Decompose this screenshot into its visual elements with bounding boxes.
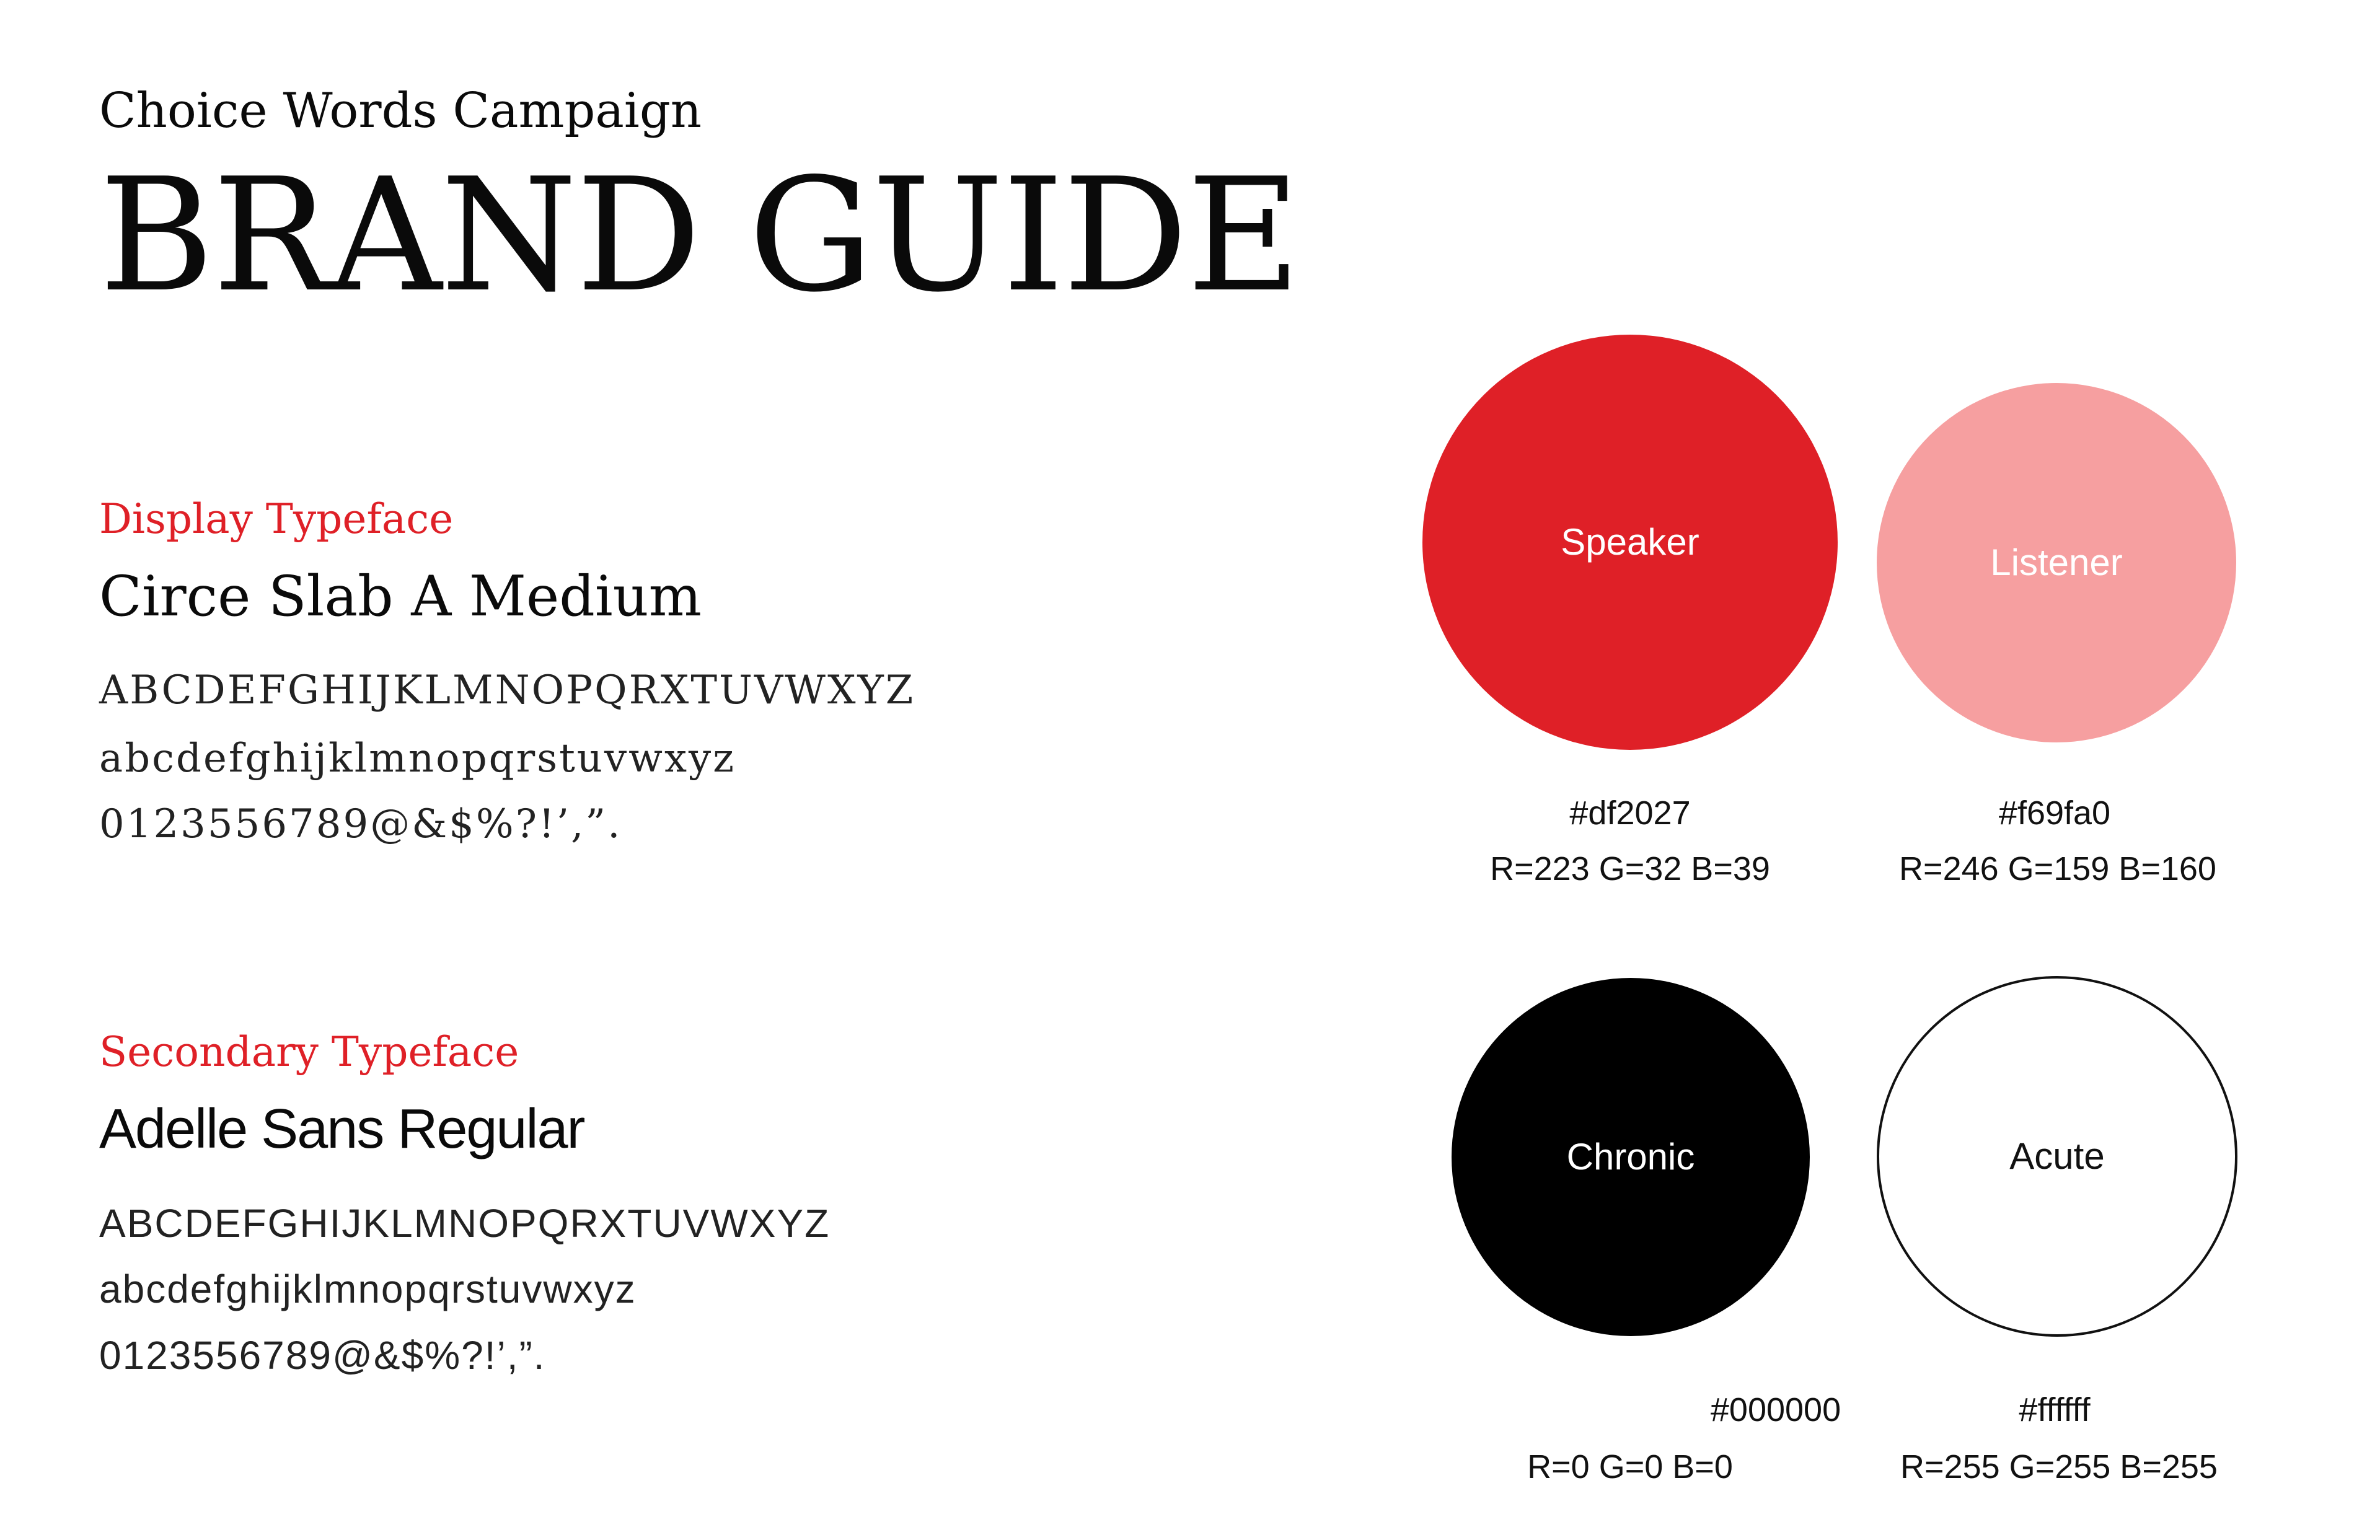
secondary-uppercase-sample: ABCDEFGHIJKLMNOPQRXTUVWXYZ: [99, 1201, 831, 1246]
swatch-speaker-rgb: R=223 G=32 B=39: [1490, 850, 1770, 887]
secondary-numerals-sample: 0123556789@&$%?!’,”.: [99, 1333, 546, 1378]
secondary-font-name: Adelle Sans Regular: [99, 1098, 584, 1160]
page-title: BRAND GUIDE: [99, 145, 1300, 327]
campaign-title: Choice Words Campaign: [99, 83, 702, 139]
display-lowercase-sample: abcdefghijklmnopqrstuvwxyz: [99, 736, 736, 781]
secondary-lowercase-sample: abcdefghijklmnopqrstuvwxyz: [99, 1267, 637, 1311]
display-numerals-sample: 0123556789@&$%?!’,”.: [99, 801, 622, 847]
swatch-chronic: [1452, 978, 1810, 1336]
secondary-typeface-label: Secondary Typeface: [99, 1028, 519, 1076]
swatch-speaker-label: Speaker: [1561, 521, 1699, 563]
swatch-listener-label: Listener: [1990, 542, 2123, 583]
swatch-listener: [1877, 383, 2236, 742]
display-typeface-label: Display Typeface: [99, 495, 454, 543]
swatch-chronic-label: Chronic: [1566, 1136, 1695, 1177]
display-uppercase-sample: ABCDEFGHIJKLMNOPQRXTUVWXYZ: [99, 667, 915, 713]
swatch-acute-rgb: R=255 G=255 B=255: [1900, 1448, 2218, 1485]
swatch-chronic-hex: #000000: [1710, 1391, 1841, 1428]
swatch-acute: [1877, 976, 2237, 1337]
swatch-listener-rgb: R=246 G=159 B=160: [1899, 850, 2216, 887]
swatch-speaker-hex: #df2027: [1569, 794, 1691, 832]
swatch-listener-hex: #f69fa0: [1998, 794, 2111, 832]
swatch-chronic-rgb: R=0 G=0 B=0: [1527, 1448, 1733, 1485]
display-font-name: Circe Slab A Medium: [99, 564, 702, 629]
swatch-acute-label: Acute: [2009, 1135, 2105, 1177]
swatch-acute-hex: #ffffff: [2019, 1391, 2091, 1428]
swatch-speaker: [1422, 335, 1838, 750]
